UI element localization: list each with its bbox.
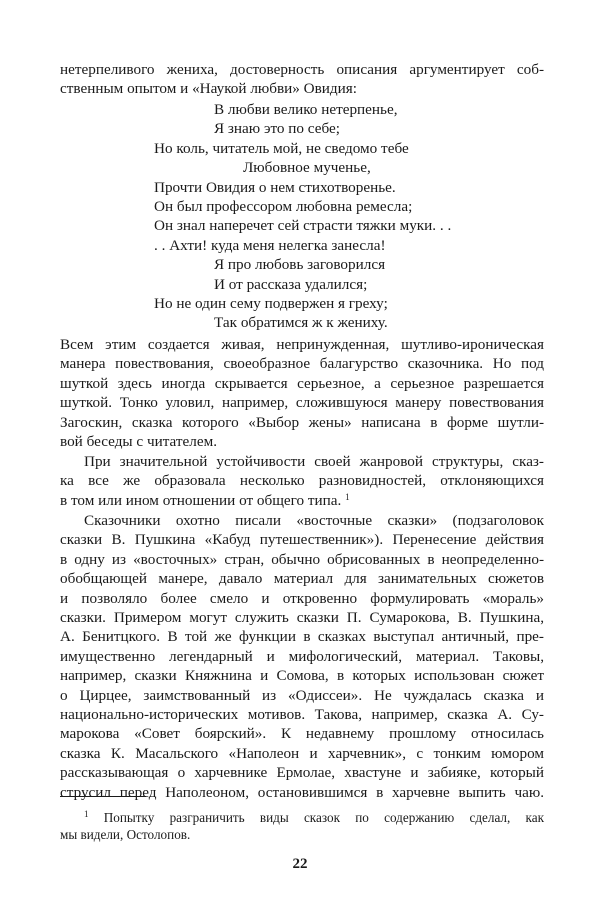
text-line: вой беседы с читателем. xyxy=(60,433,218,451)
text-line: шуткой здесь иногда скрывается серьезное, а серьезное разрешается xyxy=(60,374,544,392)
footnote-divider xyxy=(60,796,146,797)
footnote-reference[interactable]: 1 xyxy=(345,491,350,502)
intro-paragraph xyxy=(60,60,544,99)
text-line: в одну из «восточных» стран, обычно обрисованных в неопределенно- xyxy=(60,550,544,568)
text-line: манера повествования, своеобразное балагурство сказочника. Но под xyxy=(60,355,544,373)
poem-line: Он знал наперечет сей страсти тяжки муки. . . xyxy=(154,217,452,235)
poem-line: Он был профессором любовна ремесла; xyxy=(154,198,413,215)
text-line: Всем этим создается живая, непринужденная, шутливо-ироническая xyxy=(60,336,544,353)
paragraph-2 xyxy=(60,452,544,510)
poem-line: Так обратимся ж к жениху. xyxy=(214,314,388,332)
text-line: например, сказки Княжнина и Сомова, в которых использован сюжет xyxy=(60,667,544,685)
text-line: имущественно легендарный и мифологический, материал. Таковы, xyxy=(60,647,544,665)
text-line: А. Бенитцкого. В той же функции в сказках выступал античный, пре- xyxy=(60,628,544,646)
poem-line: В любви велико нетерпенье, xyxy=(214,101,398,118)
poem-line: Прочти Овидия о нем стихотворенье. xyxy=(154,178,396,196)
paragraph-1 xyxy=(60,335,544,451)
poem-line: Я знаю это по себе; xyxy=(214,120,340,138)
text-line: ка все же образовала несколько разновидностей, отклоняющихся xyxy=(60,472,544,490)
text-line: рассказывающая о харчевнике Ермолае, хвастуне и забияке, который xyxy=(60,764,544,782)
text-line: струсил перед Наполеоном, остановившимся в харчевне выпить чаю. xyxy=(60,783,544,801)
text-line: ственным опытом и «Наукой любви» Овидия: xyxy=(60,80,357,98)
poem-line: И от рассказа удалился; xyxy=(214,275,368,293)
poem-line: Но коль, читатель мой, не сведомо тебе xyxy=(154,139,409,157)
text-line: обобщающей манере, давало материал для занимательных сюжетов xyxy=(60,570,544,588)
text-line: При значительной устойчивости своей жанровой структуры, сказ- xyxy=(84,453,544,470)
page-number: 22 xyxy=(292,856,308,872)
text-line: Сказочники охотно писали «восточные сказки» (подзаголовок xyxy=(84,512,544,529)
text-line: национально-исторических мотивов. Такова, например, сказка А. Су- xyxy=(60,706,544,724)
footnote xyxy=(60,809,544,843)
paragraph-3 xyxy=(60,511,544,802)
poem-line: Но не один сему подвержен я греху; xyxy=(154,295,388,312)
text-line: марокова «Совет боярский». К недавнему прошлому относилась xyxy=(60,725,544,743)
text-line: сказки. Примером могут служить сказки П. Сумарокова, В. Пушкина, xyxy=(60,609,544,627)
text-line: Загоскин, сказка которого «Выбор жены» написана в форме шутли- xyxy=(60,413,544,431)
text-line: сказки В. Пушкина «Кабуд путешественник»). Перенесение действия xyxy=(60,531,544,549)
poem-line: Я про любовь заговорился xyxy=(214,256,386,274)
poem-line: Любовное мученье, xyxy=(243,159,371,177)
text-line-content: в том или ином отношении от общего типа. xyxy=(60,491,342,509)
poem-line: . . Ахти! куда меня нелегка занесла! xyxy=(154,236,386,254)
text-line xyxy=(60,491,544,510)
footnote-mark: 1 xyxy=(84,809,89,819)
footnote-line: мы видели, Остолопов. xyxy=(60,827,191,842)
text-line: шуткой. Тонко уловил, например, сложившуюся манеру повествования xyxy=(60,394,544,412)
text-line: о Цирцее, заимствованный из «Одиссеи». Не чуждалась сказка и xyxy=(60,686,544,704)
footnote-text: Попытку разграничить виды сказок по содержанию сделал, как xyxy=(103,810,545,825)
text-line: нетерпеливого жениха, достоверность описания аргументирует соб- xyxy=(60,61,544,78)
footnote-line xyxy=(60,809,544,826)
text-line: и позволяло более смело и откровенно формулировать «мораль» xyxy=(60,589,544,607)
text-line: сказка К. Масальского «Наполеон и харчевник», с тонким юмором xyxy=(60,744,544,762)
